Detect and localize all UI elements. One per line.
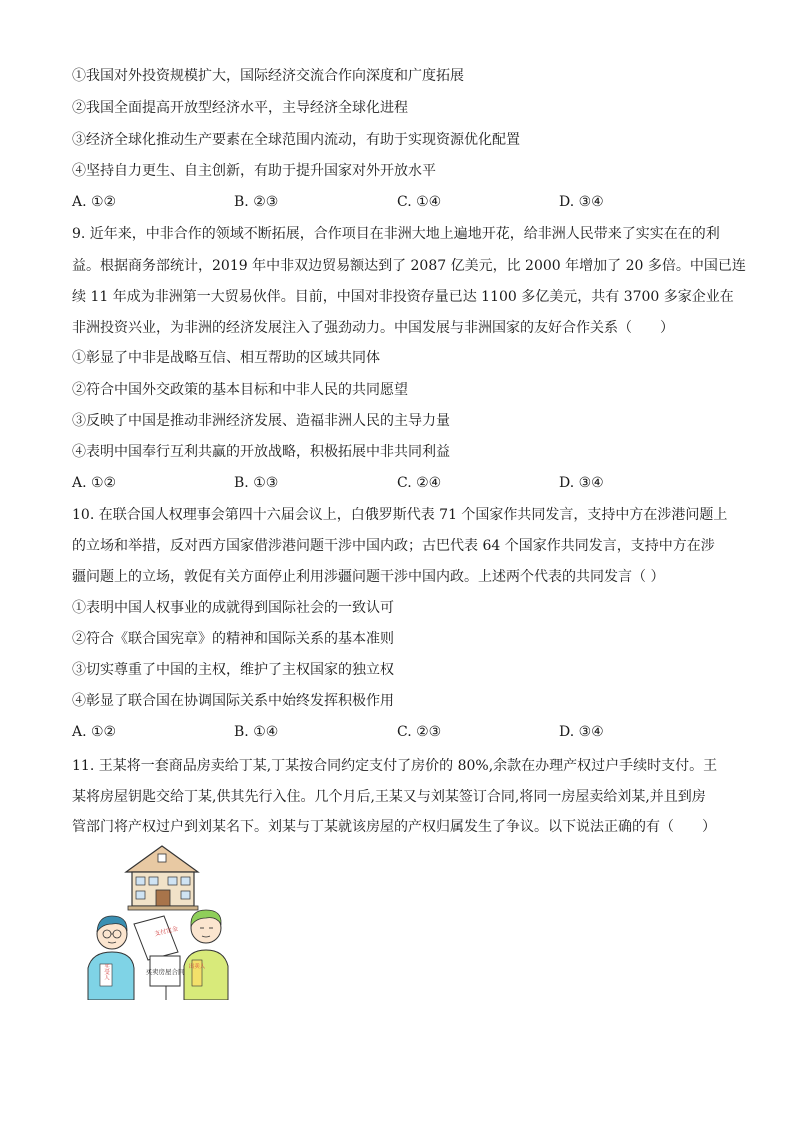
q9-item-1: ①彰显了中非是战略互信、相互帮助的区域共同体	[72, 350, 380, 366]
buyer-figure	[88, 916, 134, 1000]
q10-choice-d[interactable]: D. ③④	[559, 724, 604, 740]
q8-item-4: ④坚持自力更生、自主创新，有助于提升国家对外开放水平	[72, 163, 436, 179]
contract-sign	[146, 956, 186, 1000]
house-icon	[126, 846, 198, 910]
q8-choice-c[interactable]: C. ①④	[397, 194, 442, 210]
q10-item-1: ①表明中国人权事业的成就得到国际社会的一致认可	[72, 600, 394, 616]
q11-stem-line-3: 管部门将产权过户到刘某名下。刘某与丁某就该房屋的产权归属发生了争议。以下说法正确的有（ ）	[72, 819, 716, 835]
q9-choice-c[interactable]: C. ②④	[397, 475, 442, 491]
q10-choice-c[interactable]: C. ②③	[397, 724, 442, 740]
q9-item-4: ④表明中国奉行互利共赢的开放战略，积极拓展中非共同利益	[72, 444, 450, 460]
q8-item-2: ②我国全面提高开放型经济水平，主导经济全球化进程	[72, 100, 408, 116]
q10-choices	[72, 722, 722, 742]
q9-stem-line-3: 续 11 年成为非洲第一大贸易伙伴。目前，中国对非投资存量已达 1100 多亿美元，共有 3700 多家企业在	[72, 289, 734, 305]
q9-choice-d[interactable]: D. ③④	[559, 475, 604, 491]
deposit-note-text: 支付定金	[153, 925, 179, 938]
q10-item-2: ②符合《联合国宪章》的精神和国际关系的基本准则	[72, 631, 394, 647]
q9-stem-line-1: 9. 近年来，中非合作的领域不断拓展，合作项目在非洲大地上遍地开花，给非洲人民带来了实实在在的利	[72, 226, 720, 242]
q8-choice-d[interactable]: D. ③④	[559, 194, 604, 210]
q10-choice-a[interactable]: A. ①②	[72, 724, 117, 740]
q9-stem-line-2: 益。根据商务部统计，2019 年中非双边贸易额达到了 2087 亿美元，比 2000 年增加了 20 多倍。中国已连	[72, 258, 746, 274]
q9-item-2: ②符合中国外交政策的基本目标和中非人民的共同愿望	[72, 382, 408, 398]
seller-figure	[184, 910, 228, 1000]
q8-choice-b[interactable]: B. ②③	[234, 194, 279, 210]
q9-stem-line-4: 非洲投资兴业，为非洲的经济发展注入了强劲动力。中国发展与非洲国家的友好合作关系（ ）	[72, 320, 674, 336]
q10-stem-line-1: 10. 在联合国人权理事会第四十六届会议上，白俄罗斯代表 71 个国家作共同发言，支持中方在涉港问题上	[72, 507, 728, 523]
q8-item-1: ①我国对外投资规模扩大，国际经济交流合作向深度和广度拓展	[72, 68, 464, 84]
q8-choices	[72, 192, 722, 212]
q10-item-3: ③切实尊重了中国的主权，维护了主权国家的独立权	[72, 662, 394, 678]
seller-label: 出卖人	[188, 964, 206, 970]
contract-text: 买卖房屋合同	[145, 968, 185, 976]
q10-choice-b[interactable]: B. ①④	[234, 724, 279, 740]
q9-choice-b[interactable]: B. ①③	[234, 475, 279, 491]
buyer-label: 买受人	[103, 963, 109, 981]
q9-choice-a[interactable]: A. ①②	[72, 475, 117, 491]
q10-item-4: ④彰显了联合国在协调国际关系中始终发挥积极作用	[72, 693, 394, 709]
q11-stem-line-2: 某将房屋钥匙交给丁某,供其先行入住。几个月后,王某又与刘某签订合同,将同一房屋卖给刘某,并且到房	[72, 789, 706, 805]
q9-choices	[72, 473, 722, 493]
q8-choice-a[interactable]: A. ①②	[72, 194, 117, 210]
q9-item-3: ③反映了中国是推动非洲经济发展、造福非洲人民的主导力量	[72, 413, 450, 429]
house-sale-illustration	[78, 840, 238, 1000]
q8-item-3: ③经济全球化推动生产要素在全球范围内流动，有助于实现资源优化配置	[72, 132, 520, 148]
q11-stem-line-1: 11. 王某将一套商品房卖给丁某,丁某按合同约定支付了房价的 80%,余款在办理产权过户手续时支付。王	[72, 758, 718, 774]
q10-stem-line-3: 疆问题上的立场，敦促有关方面停止利用涉疆问题干涉中国内政。上述两个代表的共同发言（ ）	[72, 569, 665, 585]
q10-stem-line-2: 的立场和举措，反对西方国家借涉港问题干涉中国内政；古巴代表 64 个国家作共同发言，支持中方在涉	[72, 538, 715, 554]
deposit-paper	[134, 916, 179, 960]
